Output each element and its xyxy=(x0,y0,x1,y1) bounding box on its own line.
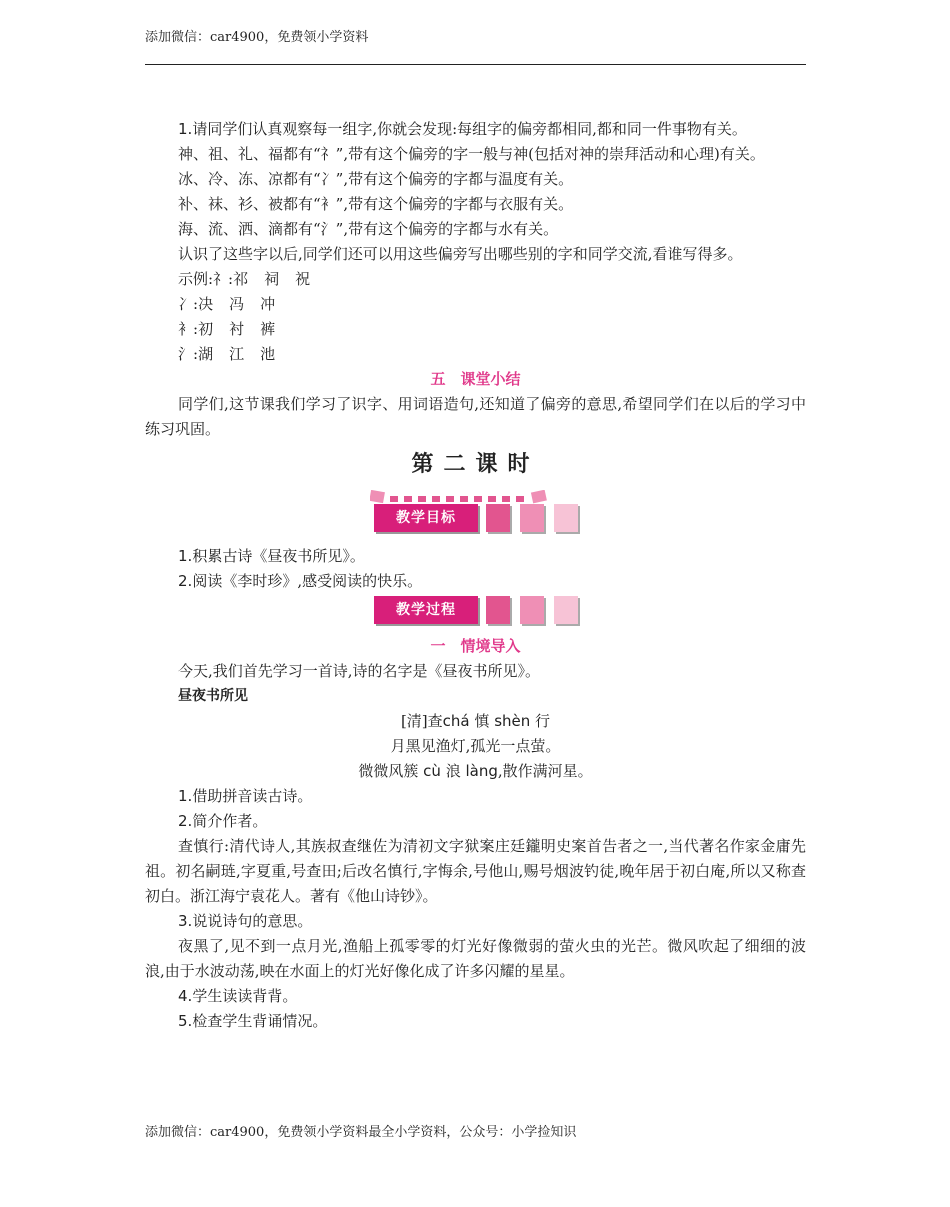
poem-meaning: 夜黑了,见不到一点月光,渔船上孤零零的灯光好像微弱的萤火虫的光芒。微风吹起了细细的波浪,由于水波动荡,映在水面上的灯光好像化成了许多闪耀的星星。 xyxy=(145,937,806,980)
example-row xyxy=(178,317,806,342)
pinyin: chá xyxy=(442,712,470,730)
example-word: 池 xyxy=(260,345,276,363)
author-bio: 查慎行:清代诗人,其族叔查继佐为清初文字狱案庄廷鑨明史案首告者之一,当代著名作家金庸先祖。初名嗣琏,字夏重,号查田;后改名慎行,字悔余,号他山,赐号烟波钓徒,晚年居于初白庵,所以又称查初白。浙江海宁袁花人。著有《他山诗钞》。 xyxy=(145,837,806,905)
pinyin: làng xyxy=(465,762,498,780)
document-body xyxy=(145,117,806,1034)
header-rule xyxy=(145,64,806,65)
example-word: 祠 xyxy=(264,270,280,288)
item-number: 4. xyxy=(178,987,193,1005)
example-word: 冲 xyxy=(260,295,276,313)
pinyin: shèn xyxy=(494,712,531,730)
paragraph xyxy=(145,117,806,142)
example-word: 祝 xyxy=(295,270,311,288)
goals-tag-row xyxy=(145,504,806,534)
poem-text: ,散作满河星。 xyxy=(497,762,593,780)
tag-square xyxy=(554,504,578,532)
poem-line xyxy=(145,759,806,784)
poem-text: 微微风簇 xyxy=(358,762,419,780)
poem-author xyxy=(145,709,806,734)
example-label: 示例:礻: xyxy=(178,270,234,288)
example-row xyxy=(178,292,806,317)
author-text: 慎 xyxy=(474,712,490,730)
tag-square xyxy=(520,504,544,532)
poem-line: 月黑见渔灯,孤光一点萤。 xyxy=(390,737,561,755)
goal-item xyxy=(145,544,806,569)
step-item xyxy=(145,1009,806,1034)
step-text: 借助拼音读古诗。 xyxy=(192,787,313,805)
example-word: 裤 xyxy=(260,320,276,338)
poem-text: 浪 xyxy=(445,762,461,780)
paragraph-text: 请同学们认真观察每一组字,你就会发现:每组字的偏旁都相同,都和同一件事物有关。 xyxy=(192,120,747,138)
section-heading: 一 情境导入 xyxy=(430,637,521,655)
page-header: 添加微信：car4900，免费领小学资料 xyxy=(145,30,369,45)
example-word: 衬 xyxy=(229,320,245,338)
goal-text: 积累古诗《昼夜书所见》。 xyxy=(192,547,365,565)
section-heading: 五 课堂小结 xyxy=(430,370,521,388)
step-item xyxy=(145,809,806,834)
banner-decoration xyxy=(370,490,550,504)
paragraph: 同学们,这节课我们学习了识字、用词语造句,还知道了偏旁的意思,希望同学们在以后的学习中练习巩固。 xyxy=(145,395,806,438)
example-label: 氵: xyxy=(178,345,199,363)
example-word: 江 xyxy=(229,345,245,363)
step-item xyxy=(145,909,806,934)
tag-square xyxy=(554,596,578,624)
item-number: 5. xyxy=(178,1012,193,1030)
step-item xyxy=(145,784,806,809)
example-row xyxy=(178,267,806,292)
item-number: 2. xyxy=(178,572,193,590)
goals-tag: 教学目标 xyxy=(374,504,478,532)
paragraph: 认识了这些字以后,同学们还可以用这些偏旁写出哪些别的字和同学交流,看谁写得多。 xyxy=(178,245,743,263)
example-label: 冫: xyxy=(178,295,199,313)
process-tag-row xyxy=(145,596,806,626)
goal-text: 阅读《李时珍》,感受阅读的快乐。 xyxy=(192,572,423,590)
goal-item xyxy=(145,569,806,594)
example-row xyxy=(178,342,806,367)
tag-square xyxy=(486,504,510,532)
paragraph: 补、袜、衫、被都有“衤”,带有这个偏旁的字都与衣服有关。 xyxy=(178,195,574,213)
item-number: 3. xyxy=(178,912,193,930)
example-label: 衤: xyxy=(178,320,199,338)
example-word: 决 xyxy=(198,295,214,313)
step-text: 学生读读背背。 xyxy=(192,987,298,1005)
example-word: 初 xyxy=(198,320,214,338)
step-text: 检查学生背诵情况。 xyxy=(192,1012,328,1030)
tag-square xyxy=(520,596,544,624)
pinyin: cù xyxy=(423,762,441,780)
item-number: 1. xyxy=(178,787,193,805)
paragraph: 海、流、洒、滴都有“氵”,带有这个偏旁的字都与水有关。 xyxy=(178,220,559,238)
tag-square xyxy=(486,596,510,624)
item-number: 2. xyxy=(178,812,193,830)
step-text: 简介作者。 xyxy=(192,812,268,830)
process-tag: 教学过程 xyxy=(374,596,478,624)
paragraph: 神、祖、礼、福都有“礻”,带有这个偏旁的字一般与神(包括对神的崇拜活动和心理)有关。 xyxy=(178,145,765,163)
example-word: 冯 xyxy=(229,295,245,313)
lesson-banner xyxy=(145,452,806,532)
item-number: 1. xyxy=(178,120,193,138)
page-footer: 添加微信：car4900，免费领小学资料最全小学资料，公众号：小学捡知识 xyxy=(145,1125,577,1140)
lesson-title: 第二课时 xyxy=(411,452,540,477)
step-item xyxy=(145,984,806,1009)
item-number: 1. xyxy=(178,547,193,565)
poem-title: 昼夜书所见 xyxy=(178,688,248,704)
step-text: 说说诗句的意思。 xyxy=(192,912,313,930)
paragraph: 今天,我们首先学习一首诗,诗的名字是《昼夜书所见》。 xyxy=(178,662,541,680)
author-text: [清]查 xyxy=(400,712,443,730)
example-word: 湖 xyxy=(198,345,214,363)
author-text: 行 xyxy=(535,712,551,730)
example-word: 祁 xyxy=(233,270,249,288)
paragraph: 冰、冷、冻、凉都有“冫”,带有这个偏旁的字都与温度有关。 xyxy=(178,170,574,188)
